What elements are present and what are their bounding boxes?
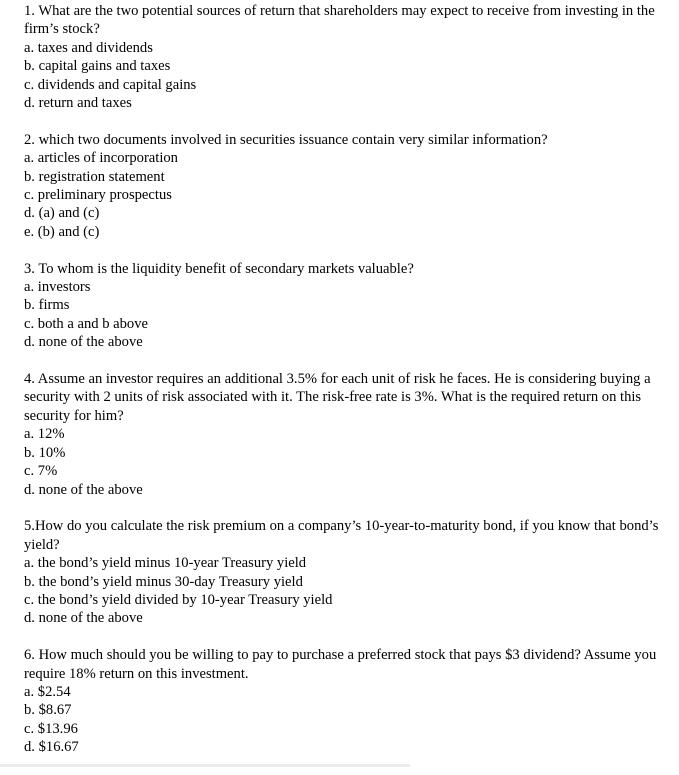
question-4 xyxy=(24,370,664,499)
answer-option: c. $13.96 xyxy=(24,720,78,737)
answer-option: d. none of the above xyxy=(24,481,143,498)
answer-option: d. return and taxes xyxy=(24,95,132,112)
question-text: 4. Assume an investor requires an additional 3.5% for each unit of risk he faces. He is considering buying a security with 2 units of risk associated with it. The risk-free rate is 3%. What is the required return on this security for him? xyxy=(24,371,651,424)
answer-option: a. 12% xyxy=(24,426,65,443)
question-3 xyxy=(24,260,664,352)
answer-option: b. the bond’s yield minus 30-day Treasury yield xyxy=(24,573,303,590)
question-text: 2. which two documents involved in securities issuance contain very similar information? xyxy=(24,131,548,148)
answer-option: b. registration statement xyxy=(24,168,165,185)
answer-option: c. the bond’s yield divided by 10-year Treasury yield xyxy=(24,591,333,608)
question-1 xyxy=(24,2,664,112)
question-text: 3. To whom is the liquidity benefit of secondary markets valuable? xyxy=(24,260,414,277)
answer-option: e. (b) and (c) xyxy=(24,223,100,240)
question-text: 1. What are the two potential sources of return that shareholders may expect to receive from investing in the firm’s stock? xyxy=(24,3,655,38)
answer-option: a. investors xyxy=(24,279,91,296)
answer-option: a. taxes and dividends xyxy=(24,39,153,56)
answer-option: b. capital gains and taxes xyxy=(24,58,171,75)
answer-option: d. (a) and (c) xyxy=(24,205,100,222)
question-2 xyxy=(24,131,664,241)
answer-option: a. the bond’s yield minus 10-year Treasury yield xyxy=(24,555,307,572)
answer-option: d. $16.67 xyxy=(24,739,79,756)
answer-option: a. articles of incorporation xyxy=(24,150,178,167)
question-text: 5.How do you calculate the risk premium on a company’s 10-year-to-maturity bond, if you know that bond’s yield? xyxy=(24,518,659,553)
question-5 xyxy=(24,517,664,627)
question-6 xyxy=(24,646,664,756)
answer-option: b. $8.67 xyxy=(24,702,72,719)
answer-option: c. dividends and capital gains xyxy=(24,76,197,93)
answer-option: c. 7% xyxy=(24,463,58,480)
answer-option: a. $2.54 xyxy=(24,683,71,700)
answer-option: b. 10% xyxy=(24,444,66,461)
answer-option: d. none of the above xyxy=(24,334,143,351)
answer-option: b. firms xyxy=(24,297,70,314)
question-text: 6. How much should you be willing to pay to purchase a preferred stock that pays $3 dividend? Assume you require 18% return on this investment. xyxy=(24,647,657,682)
answer-option: c. both a and b above xyxy=(24,315,149,332)
answer-option: d. none of the above xyxy=(24,610,143,627)
answer-option: c. preliminary prospectus xyxy=(24,187,172,204)
question-document xyxy=(24,2,664,775)
